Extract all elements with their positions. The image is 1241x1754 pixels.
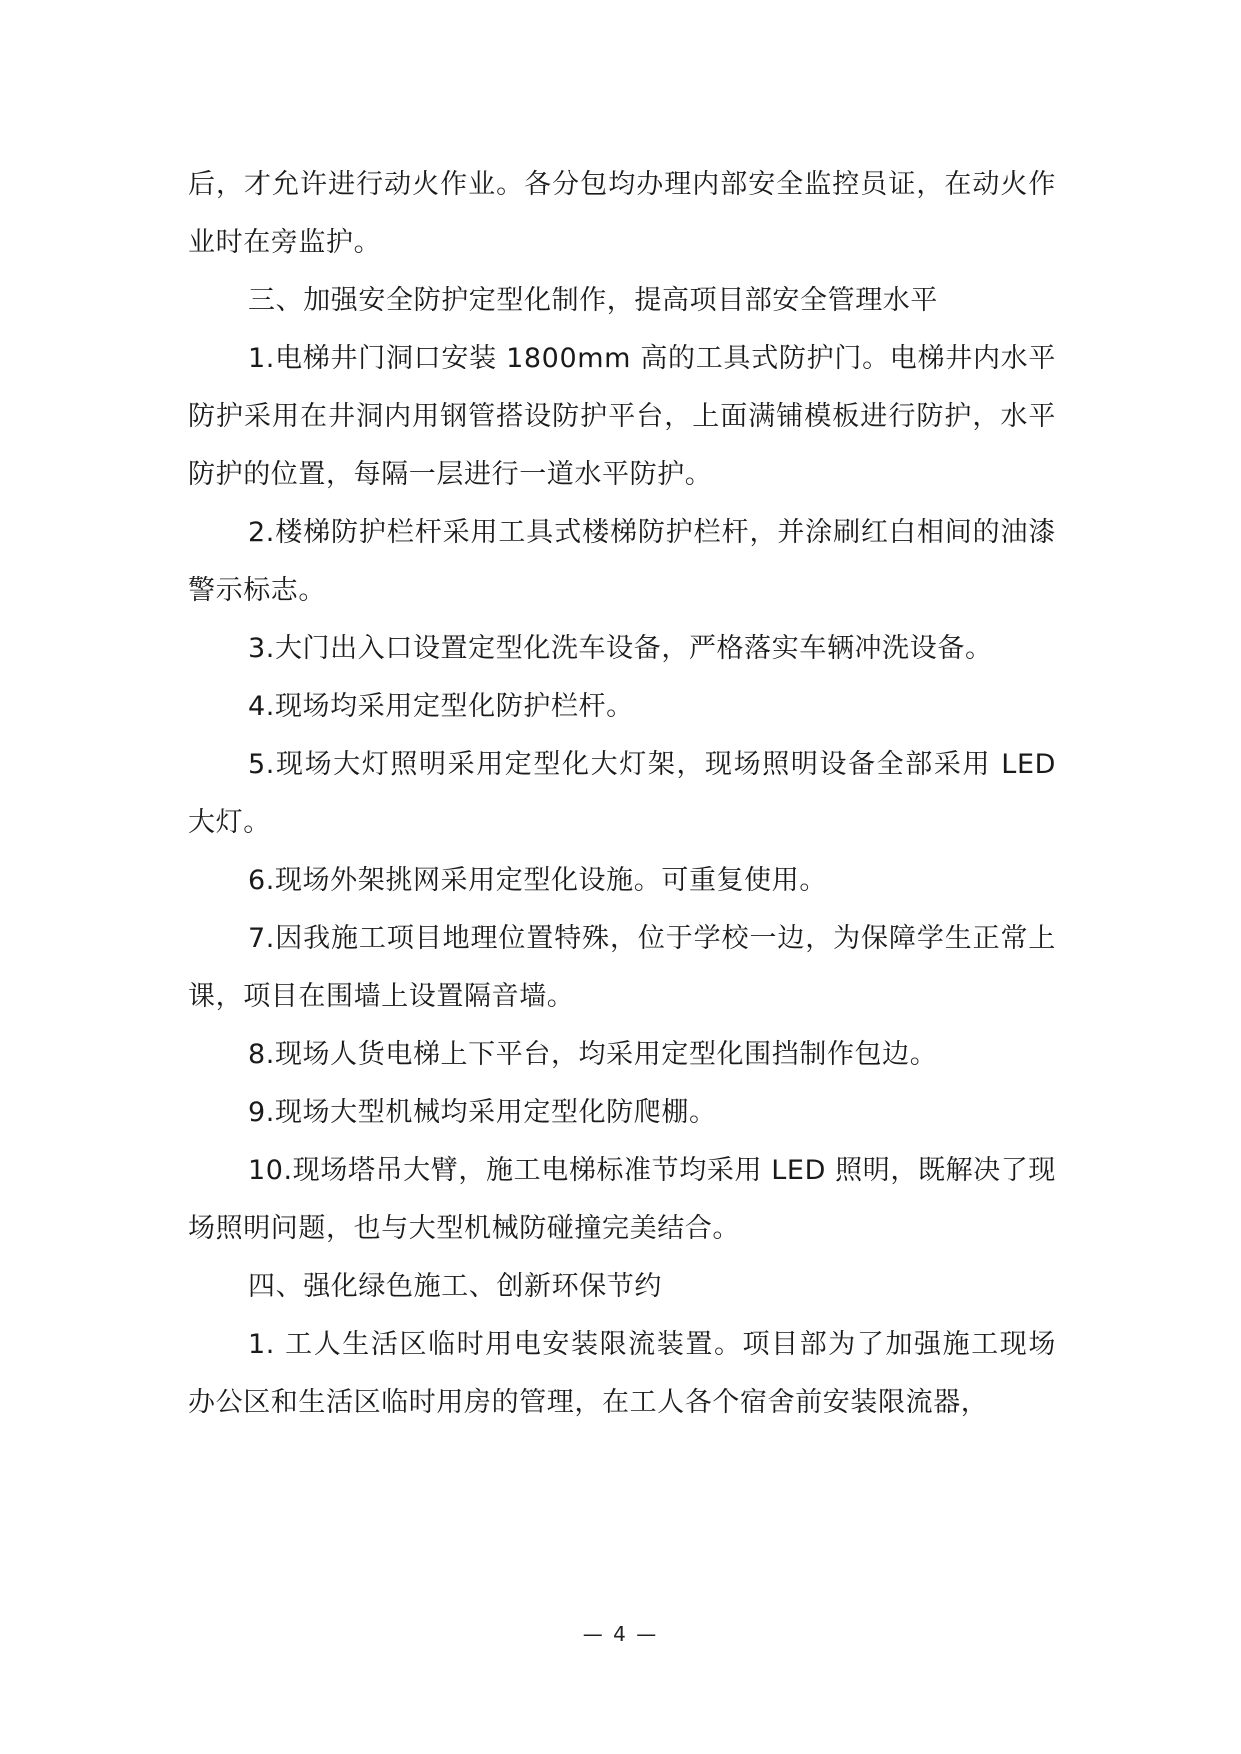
list-item: 8.现场人货电梯上下平台，均采用定型化围挡制作包边。 xyxy=(248,1039,938,1070)
list-item: 10.现场塔吊大臂，施工电梯标准节均采用 LED 照明，既解决了现场照明问题，也与大型机械防碰撞完美结合。 xyxy=(188,1155,1056,1244)
page-number: — 4 — xyxy=(582,1622,659,1646)
paragraph-continuation: 后，才允许进行动火作业。各分包均办理内部安全监控员证，在动火作业时在旁监护。 xyxy=(188,169,1056,258)
list-item: 4.现场均采用定型化防护栏杆。 xyxy=(248,691,634,722)
list-item: 6.现场外架挑网采用定型化设施。可重复使用。 xyxy=(248,865,827,896)
list-item: 7.因我施工项目地理位置特殊，位于学校一边，为保障学生正常上课，项目在围墙上设置隔音墙。 xyxy=(188,923,1056,1012)
section-heading-4: 四、强化绿色施工、创新环保节约 xyxy=(248,1271,662,1302)
list-item: 9.现场大型机械均采用定型化防爬棚。 xyxy=(248,1097,717,1128)
list-item: 1.电梯井门洞口安装 1800mm 高的工具式防护门。电梯井内水平防护采用在井洞内用钢管搭设防护平台，上面满铺模板进行防护，水平防护的位置，每隔一层进行一道水平防护。 xyxy=(188,343,1056,490)
list-item: 1. 工人生活区临时用电安装限流装置。项目部为了加强施工现场办公区和生活区临时用房的管理，在工人各个宿舍前安装限流器， xyxy=(188,1329,1056,1418)
section-heading-3: 三、加强安全防护定型化制作，提高项目部安全管理水平 xyxy=(248,285,938,316)
list-item: 2.楼梯防护栏杆采用工具式楼梯防护栏杆，并涂刷红白相间的油漆警示标志。 xyxy=(188,517,1056,606)
list-item: 3.大门出入口设置定型化洗车设备，严格落实车辆冲洗设备。 xyxy=(248,633,993,664)
document-body xyxy=(188,156,1056,1432)
list-item: 5.现场大灯照明采用定型化大灯架，现场照明设备全部采用 LED 大灯。 xyxy=(188,749,1056,838)
